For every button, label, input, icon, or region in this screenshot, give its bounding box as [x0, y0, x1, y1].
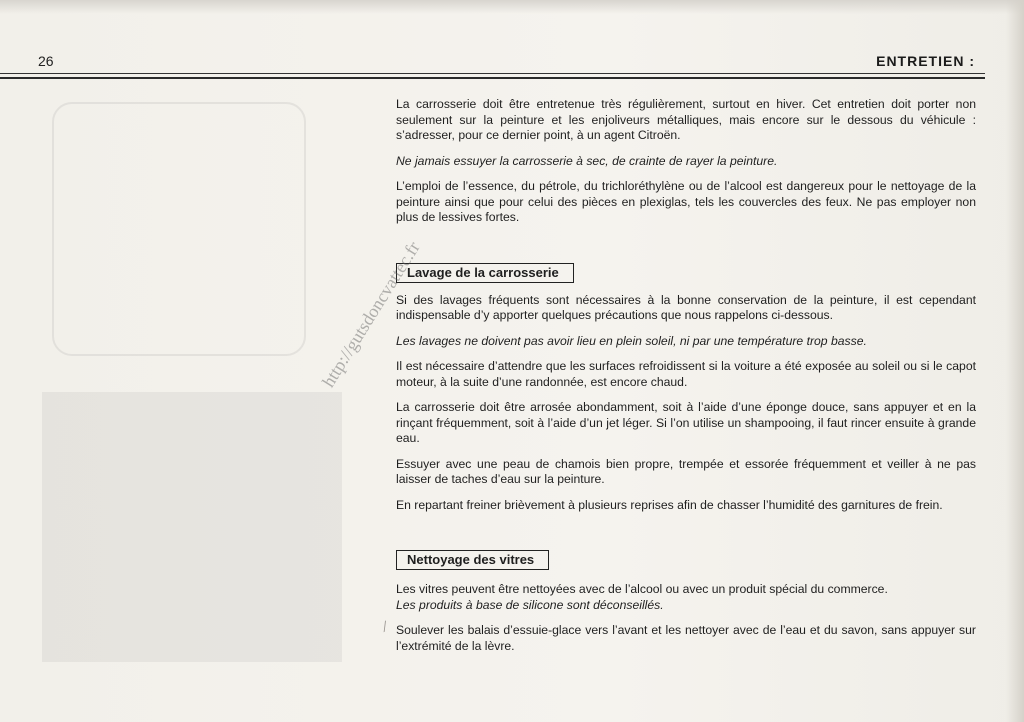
windows-paragraph-2: Soulever les balais d’essuie-glace vers l’avant et les nettoyer avec de l’eau et du savon, sans appuyer sur l’extrémité de la lèvre. — [396, 623, 976, 653]
section-title: ENTRETIEN : — [876, 53, 975, 69]
ghost-photo — [42, 392, 342, 662]
intro-paragraph-1: La carrosserie doit être entretenue très régulièrement, surtout en hiver. Cet entretien doit porter non seulement sur la peinture et les enjoliveurs métalliques, mais encore sur le dessous du véhicule : s’adresser, pour ce dernier point, à un agent Citroën. — [396, 97, 976, 142]
pencil-mark-icon: ⁄ — [380, 618, 390, 634]
windows-paragraph-1-text: Les vitres peuvent être nettoyées avec de l’alcool ou avec un produit spécial du commerce. — [396, 582, 888, 596]
washing-paragraph-1: Si des lavages fréquents sont nécessaires à la bonne conservation de la peinture, il est cependant indispensable d’y apporter quelques précautions que nous rappelons ci-dessous. — [396, 292, 976, 322]
page-binding-shadow — [1006, 0, 1024, 722]
washing-heading-box — [396, 263, 976, 283]
header-rule-thin — [0, 73, 985, 74]
washing-paragraph-5: Essuyer avec une peau de chamois bien propre, trempée et essorée fréquemment et veiller à ne pas laisser de taches d’eau sur la peinture. — [396, 456, 976, 486]
windows-heading: Nettoyage des vitres — [396, 550, 549, 570]
washing-paragraph-2: Les lavages ne doivent pas avoir lieu en plein soleil, ni par une température trop basse. — [396, 333, 867, 348]
windows-heading-box — [396, 550, 976, 570]
header-rule-thick — [0, 77, 985, 79]
intro-paragraph-3: L’emploi de l’essence, du pétrole, du trichloréthylène ou de l’alcool est dangereux pour le nettoyage de la peinture ainsi que pour celui des pièces en plexiglas, tels les couvercles des feux. Ne pas employer non plus de lessives fortes. — [396, 179, 976, 224]
body-text — [396, 97, 976, 654]
watermark-url: http://gutsdoncvattec.fr — [318, 237, 424, 391]
windows-paragraph-1 — [396, 582, 976, 613]
washing-heading: Lavage de la carrosserie — [396, 263, 574, 283]
washing-paragraph-6: En repartant freiner brièvement à plusieurs reprises afin de chasser l’humidité des garnitures de frein. — [396, 497, 943, 512]
washing-paragraph-3: Il est nécessaire d’attendre que les surfaces refroidissent si la voiture a été exposée au soleil ou si le capot moteur, à la suite d’une randonnée, est encore chaud. — [396, 359, 976, 389]
windows-silicone-warning: Les produits à base de silicone sont déconseillés. — [396, 597, 664, 612]
washing-paragraph-4: La carrosserie doit être arrosée abondamment, soit à l’aide d’une éponge douce, sans appuyer et en la rinçant fréquemment, soit à l’aide d’un jet léger. Si l’on utilise un shampooing, il faut rincer ensuite à grande eau. — [396, 400, 976, 445]
intro-warning: Ne jamais essuyer la carrosserie à sec, de crainte de rayer la peinture. — [396, 153, 778, 168]
page-top-shadow — [0, 0, 1024, 14]
reverse-page-show-through — [32, 92, 362, 672]
ghost-diagram — [52, 102, 306, 356]
page-number: 26 — [38, 53, 54, 69]
